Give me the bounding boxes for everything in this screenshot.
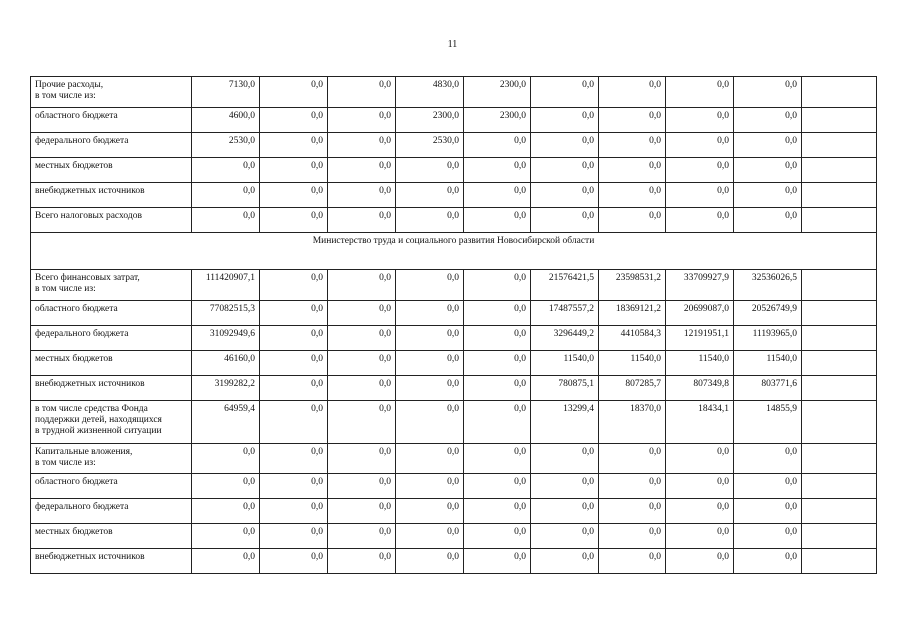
value-cell: 0,0: [328, 326, 396, 351]
value-cell: 0,0: [734, 183, 802, 208]
value-cell: 0,0: [260, 158, 328, 183]
value-cell: 18369121,2: [599, 301, 666, 326]
empty-cell: [802, 270, 877, 301]
value-cell: 0,0: [328, 183, 396, 208]
empty-cell: [802, 524, 877, 549]
value-cell: 0,0: [599, 524, 666, 549]
value-cell: 2530,0: [396, 133, 464, 158]
value-cell: 31092949,6: [192, 326, 260, 351]
value-cell: 0,0: [531, 524, 599, 549]
value-cell: 0,0: [666, 208, 734, 233]
value-cell: 0,0: [260, 77, 328, 108]
value-cell: 0,0: [464, 301, 531, 326]
value-cell: 0,0: [464, 524, 531, 549]
value-cell: 32536026,5: [734, 270, 802, 301]
value-cell: 0,0: [599, 133, 666, 158]
value-cell: 0,0: [734, 108, 802, 133]
value-cell: 2300,0: [464, 108, 531, 133]
table-row: [31, 77, 877, 108]
value-cell: 0,0: [464, 208, 531, 233]
value-cell: 0,0: [464, 376, 531, 401]
value-cell: 17487557,2: [531, 301, 599, 326]
value-cell: 0,0: [531, 549, 599, 574]
value-cell: 0,0: [666, 77, 734, 108]
value-cell: 0,0: [666, 108, 734, 133]
value-cell: 0,0: [599, 183, 666, 208]
row-label: в том числе средства Фонда поддержки детей, находящихся в трудной жизненной ситуации: [31, 401, 192, 444]
value-cell: 0,0: [328, 301, 396, 326]
empty-cell: [802, 474, 877, 499]
value-cell: 0,0: [260, 401, 328, 444]
value-cell: 0,0: [531, 208, 599, 233]
empty-cell: [802, 499, 877, 524]
table-row: [31, 524, 877, 549]
value-cell: 0,0: [464, 158, 531, 183]
value-cell: 0,0: [396, 376, 464, 401]
value-cell: 0,0: [734, 133, 802, 158]
row-label: федерального бюджета: [31, 499, 192, 524]
value-cell: 0,0: [396, 326, 464, 351]
table-row: [31, 351, 877, 376]
value-cell: 0,0: [396, 208, 464, 233]
value-cell: 12191951,1: [666, 326, 734, 351]
value-cell: 0,0: [396, 351, 464, 376]
value-cell: 0,0: [464, 326, 531, 351]
value-cell: 0,0: [260, 183, 328, 208]
value-cell: 0,0: [464, 183, 531, 208]
table-row: [31, 376, 877, 401]
table-row: [31, 108, 877, 133]
value-cell: 0,0: [464, 444, 531, 474]
value-cell: 0,0: [328, 351, 396, 376]
value-cell: 0,0: [192, 499, 260, 524]
value-cell: 0,0: [260, 376, 328, 401]
value-cell: 0,0: [464, 401, 531, 444]
value-cell: 23598531,2: [599, 270, 666, 301]
value-cell: 0,0: [666, 158, 734, 183]
table-row: [31, 444, 877, 474]
value-cell: 803771,6: [734, 376, 802, 401]
value-cell: 0,0: [666, 524, 734, 549]
value-cell: 20526749,9: [734, 301, 802, 326]
value-cell: 21576421,5: [531, 270, 599, 301]
value-cell: 0,0: [260, 444, 328, 474]
value-cell: 0,0: [328, 108, 396, 133]
value-cell: 0,0: [396, 549, 464, 574]
value-cell: 0,0: [260, 549, 328, 574]
value-cell: 0,0: [328, 270, 396, 301]
value-cell: 0,0: [599, 549, 666, 574]
value-cell: 0,0: [328, 133, 396, 158]
row-label: внебюджетных источников: [31, 376, 192, 401]
value-cell: 0,0: [328, 474, 396, 499]
empty-cell: [802, 108, 877, 133]
value-cell: 0,0: [531, 183, 599, 208]
value-cell: 46160,0: [192, 351, 260, 376]
table-row: [31, 499, 877, 524]
value-cell: 2300,0: [464, 77, 531, 108]
row-label: Всего финансовых затрат, в том числе из:: [31, 270, 192, 301]
value-cell: 0,0: [666, 499, 734, 524]
value-cell: 0,0: [464, 499, 531, 524]
table-row: [31, 183, 877, 208]
value-cell: 13299,4: [531, 401, 599, 444]
value-cell: 0,0: [734, 474, 802, 499]
value-cell: 0,0: [599, 208, 666, 233]
value-cell: 0,0: [328, 549, 396, 574]
value-cell: 3199282,2: [192, 376, 260, 401]
value-cell: 0,0: [192, 524, 260, 549]
row-label: федерального бюджета: [31, 133, 192, 158]
value-cell: 0,0: [464, 549, 531, 574]
value-cell: 0,0: [260, 326, 328, 351]
empty-cell: [802, 326, 877, 351]
empty-cell: [802, 444, 877, 474]
value-cell: 0,0: [599, 158, 666, 183]
value-cell: 2300,0: [396, 108, 464, 133]
value-cell: 0,0: [599, 108, 666, 133]
value-cell: 3296449,2: [531, 326, 599, 351]
empty-cell: [802, 183, 877, 208]
value-cell: 0,0: [260, 524, 328, 549]
value-cell: 0,0: [531, 133, 599, 158]
empty-cell: [802, 133, 877, 158]
value-cell: 0,0: [666, 133, 734, 158]
value-cell: 0,0: [666, 183, 734, 208]
value-cell: 807285,7: [599, 376, 666, 401]
value-cell: 0,0: [666, 474, 734, 499]
value-cell: 0,0: [192, 474, 260, 499]
value-cell: 11193965,0: [734, 326, 802, 351]
value-cell: 0,0: [192, 549, 260, 574]
value-cell: 0,0: [260, 108, 328, 133]
empty-cell: [802, 401, 877, 444]
value-cell: 64959,4: [192, 401, 260, 444]
table-row: [31, 549, 877, 574]
value-cell: 0,0: [531, 499, 599, 524]
value-cell: 0,0: [396, 444, 464, 474]
empty-cell: [802, 351, 877, 376]
empty-cell: [802, 77, 877, 108]
value-cell: 0,0: [260, 351, 328, 376]
row-label: федерального бюджета: [31, 326, 192, 351]
table-row: [31, 270, 877, 301]
empty-cell: [802, 376, 877, 401]
empty-cell: [802, 158, 877, 183]
value-cell: 0,0: [260, 301, 328, 326]
row-label: внебюджетных источников: [31, 549, 192, 574]
value-cell: 14855,9: [734, 401, 802, 444]
value-cell: 0,0: [599, 474, 666, 499]
value-cell: 2530,0: [192, 133, 260, 158]
row-label: местных бюджетов: [31, 524, 192, 549]
budget-table: [30, 76, 877, 574]
value-cell: 0,0: [531, 158, 599, 183]
row-label: местных бюджетов: [31, 351, 192, 376]
value-cell: 0,0: [328, 208, 396, 233]
value-cell: 7130,0: [192, 77, 260, 108]
page-number: 11: [447, 39, 458, 50]
value-cell: 0,0: [666, 444, 734, 474]
value-cell: 0,0: [464, 474, 531, 499]
value-cell: 0,0: [599, 444, 666, 474]
value-cell: 0,0: [396, 499, 464, 524]
value-cell: 0,0: [260, 474, 328, 499]
table-row: [31, 301, 877, 326]
value-cell: 807349,8: [666, 376, 734, 401]
value-cell: 0,0: [734, 208, 802, 233]
value-cell: 0,0: [260, 270, 328, 301]
value-cell: 0,0: [666, 549, 734, 574]
value-cell: 0,0: [734, 158, 802, 183]
value-cell: 0,0: [192, 208, 260, 233]
table-row: [31, 401, 877, 444]
value-cell: 0,0: [531, 444, 599, 474]
row-label: Всего налоговых расходов: [31, 208, 192, 233]
value-cell: 77082515,3: [192, 301, 260, 326]
section-title: Министерство труда и социального развития Новосибирской области: [31, 233, 877, 270]
value-cell: 0,0: [192, 158, 260, 183]
row-label: внебюджетных источников: [31, 183, 192, 208]
value-cell: 11540,0: [599, 351, 666, 376]
value-cell: 18434,1: [666, 401, 734, 444]
value-cell: 0,0: [734, 444, 802, 474]
row-label: областного бюджета: [31, 301, 192, 326]
value-cell: 0,0: [328, 524, 396, 549]
value-cell: 0,0: [734, 524, 802, 549]
value-cell: 0,0: [328, 499, 396, 524]
row-label: областного бюджета: [31, 474, 192, 499]
value-cell: 111420907,1: [192, 270, 260, 301]
value-cell: 0,0: [192, 183, 260, 208]
value-cell: 0,0: [396, 301, 464, 326]
value-cell: 780875,1: [531, 376, 599, 401]
value-cell: 18370,0: [599, 401, 666, 444]
value-cell: 0,0: [531, 474, 599, 499]
value-cell: 0,0: [328, 77, 396, 108]
value-cell: 0,0: [396, 158, 464, 183]
value-cell: 0,0: [328, 401, 396, 444]
value-cell: 0,0: [531, 77, 599, 108]
value-cell: 0,0: [464, 270, 531, 301]
value-cell: 0,0: [464, 133, 531, 158]
value-cell: 0,0: [328, 158, 396, 183]
row-label: Прочие расходы, в том числе из:: [31, 77, 192, 108]
row-label: местных бюджетов: [31, 158, 192, 183]
value-cell: 11540,0: [666, 351, 734, 376]
value-cell: 20699087,0: [666, 301, 734, 326]
section-header-row: [31, 233, 877, 270]
value-cell: 4830,0: [396, 77, 464, 108]
value-cell: 4600,0: [192, 108, 260, 133]
value-cell: 0,0: [531, 108, 599, 133]
value-cell: 0,0: [396, 401, 464, 444]
value-cell: 0,0: [599, 499, 666, 524]
row-label: областного бюджета: [31, 108, 192, 133]
value-cell: 11540,0: [531, 351, 599, 376]
value-cell: 0,0: [260, 208, 328, 233]
table-row: [31, 158, 877, 183]
value-cell: 0,0: [260, 499, 328, 524]
row-label: Капитальные вложения, в том числе из:: [31, 444, 192, 474]
value-cell: 0,0: [396, 474, 464, 499]
table-row: [31, 474, 877, 499]
table-row: [31, 208, 877, 233]
value-cell: 0,0: [599, 77, 666, 108]
value-cell: 11540,0: [734, 351, 802, 376]
value-cell: 4410584,3: [599, 326, 666, 351]
value-cell: 0,0: [328, 376, 396, 401]
value-cell: 0,0: [328, 444, 396, 474]
value-cell: 33709927,9: [666, 270, 734, 301]
empty-cell: [802, 549, 877, 574]
value-cell: 0,0: [734, 77, 802, 108]
value-cell: 0,0: [734, 549, 802, 574]
value-cell: 0,0: [260, 133, 328, 158]
value-cell: 0,0: [396, 524, 464, 549]
table-row: [31, 326, 877, 351]
value-cell: 0,0: [192, 444, 260, 474]
empty-cell: [802, 208, 877, 233]
table-row: [31, 133, 877, 158]
empty-cell: [802, 301, 877, 326]
value-cell: 0,0: [396, 270, 464, 301]
value-cell: 0,0: [464, 351, 531, 376]
value-cell: 0,0: [734, 499, 802, 524]
value-cell: 0,0: [396, 183, 464, 208]
